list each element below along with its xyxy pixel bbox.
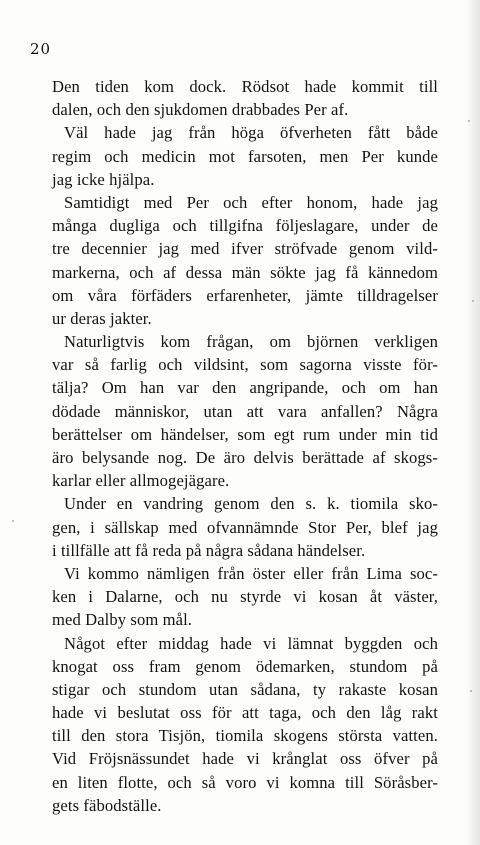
text-line: Den tiden kom dock. Rödsot hade kommit till [52,77,438,96]
page-edge-shadow [466,0,480,845]
body-text [52,75,438,817]
text-line: med Dalby som mål. [52,610,193,630]
paper-speck [468,120,470,122]
text-line: dödade människor, utan att vara anfallen? Några [52,401,438,421]
text-line: knogat oss fram genom ödemarken, stundom på [52,656,438,676]
text-line: i tillfälle att få reda på några sådana händelser. [52,540,366,560]
text-line: tälja? Om han var den angripande, och om han [52,378,438,398]
text-line: Vi kommo nämligen från öster eller från Lima soc- [64,563,438,583]
text-line: hade vi beslutat oss för att taga, och den låg rakt [52,703,438,723]
text-line: berättelser om händelser, som egt rum under min tid [52,424,438,444]
paper-speck [12,520,14,522]
text-line: regim och medicin mot farsoten, men Per kunde [52,146,438,166]
text-line: om våra förfäders erfarenheter, jämte tilldragelser [52,285,438,305]
text-line: ken i Dalarne, och nu styrde vi kosan åt väster, [52,587,438,607]
text-line: till den stora Tisjön, tiomila skogens största vatten. [52,726,438,746]
text-line: stigar och stundom utan sådana, ty rakaste kosan [52,679,438,699]
text-line: Något efter middag hade vi lämnat byggden och [64,633,438,653]
text-line: markerna, och af dessa män sökte jag få kännedom [52,262,438,282]
text-line: jag icke hjälpa. [52,169,155,189]
paper-speck [470,690,472,692]
text-line: en liten flotte, och så voro vi komna till Söråsber- [52,772,438,792]
text-line: äro belysande nog. De äro delvis berättade af skogs- [52,448,438,467]
paper-speck [472,300,474,302]
text-line: Under en vandring genom den s. k. tiomila sko- [64,494,438,514]
page-number: 20 [30,40,52,58]
text-line: Vid Fröjsnässundet hade vi krånglat oss öfver på [52,749,438,769]
text-line: karlar eller allmogejägare. [52,471,230,491]
text-line: tre decennier jag med ifver ströfvade genom vild- [52,239,438,259]
text-line: Väl hade jag från höga öfverheten fått både [64,123,438,143]
text-line: Samtidigt med Per och efter honom, hade jag [64,192,438,212]
text-line: var så farlig och vildsint, som sagorna visste för- [52,355,438,375]
text-line: Naturligtvis kom frågan, om björnen verkligen [64,332,438,352]
text-line: ur deras jakter. [52,308,152,328]
text-line: många dugliga och tillgifna följeslagare, under de [52,216,438,236]
text-line: gen, i sällskap med ofvannämnde Stor Per, blef jag [52,517,438,537]
text-line: gets fäbodställe. [52,795,162,815]
text-line: dalen, och den sjukdomen drabbades Per af. [52,100,349,120]
